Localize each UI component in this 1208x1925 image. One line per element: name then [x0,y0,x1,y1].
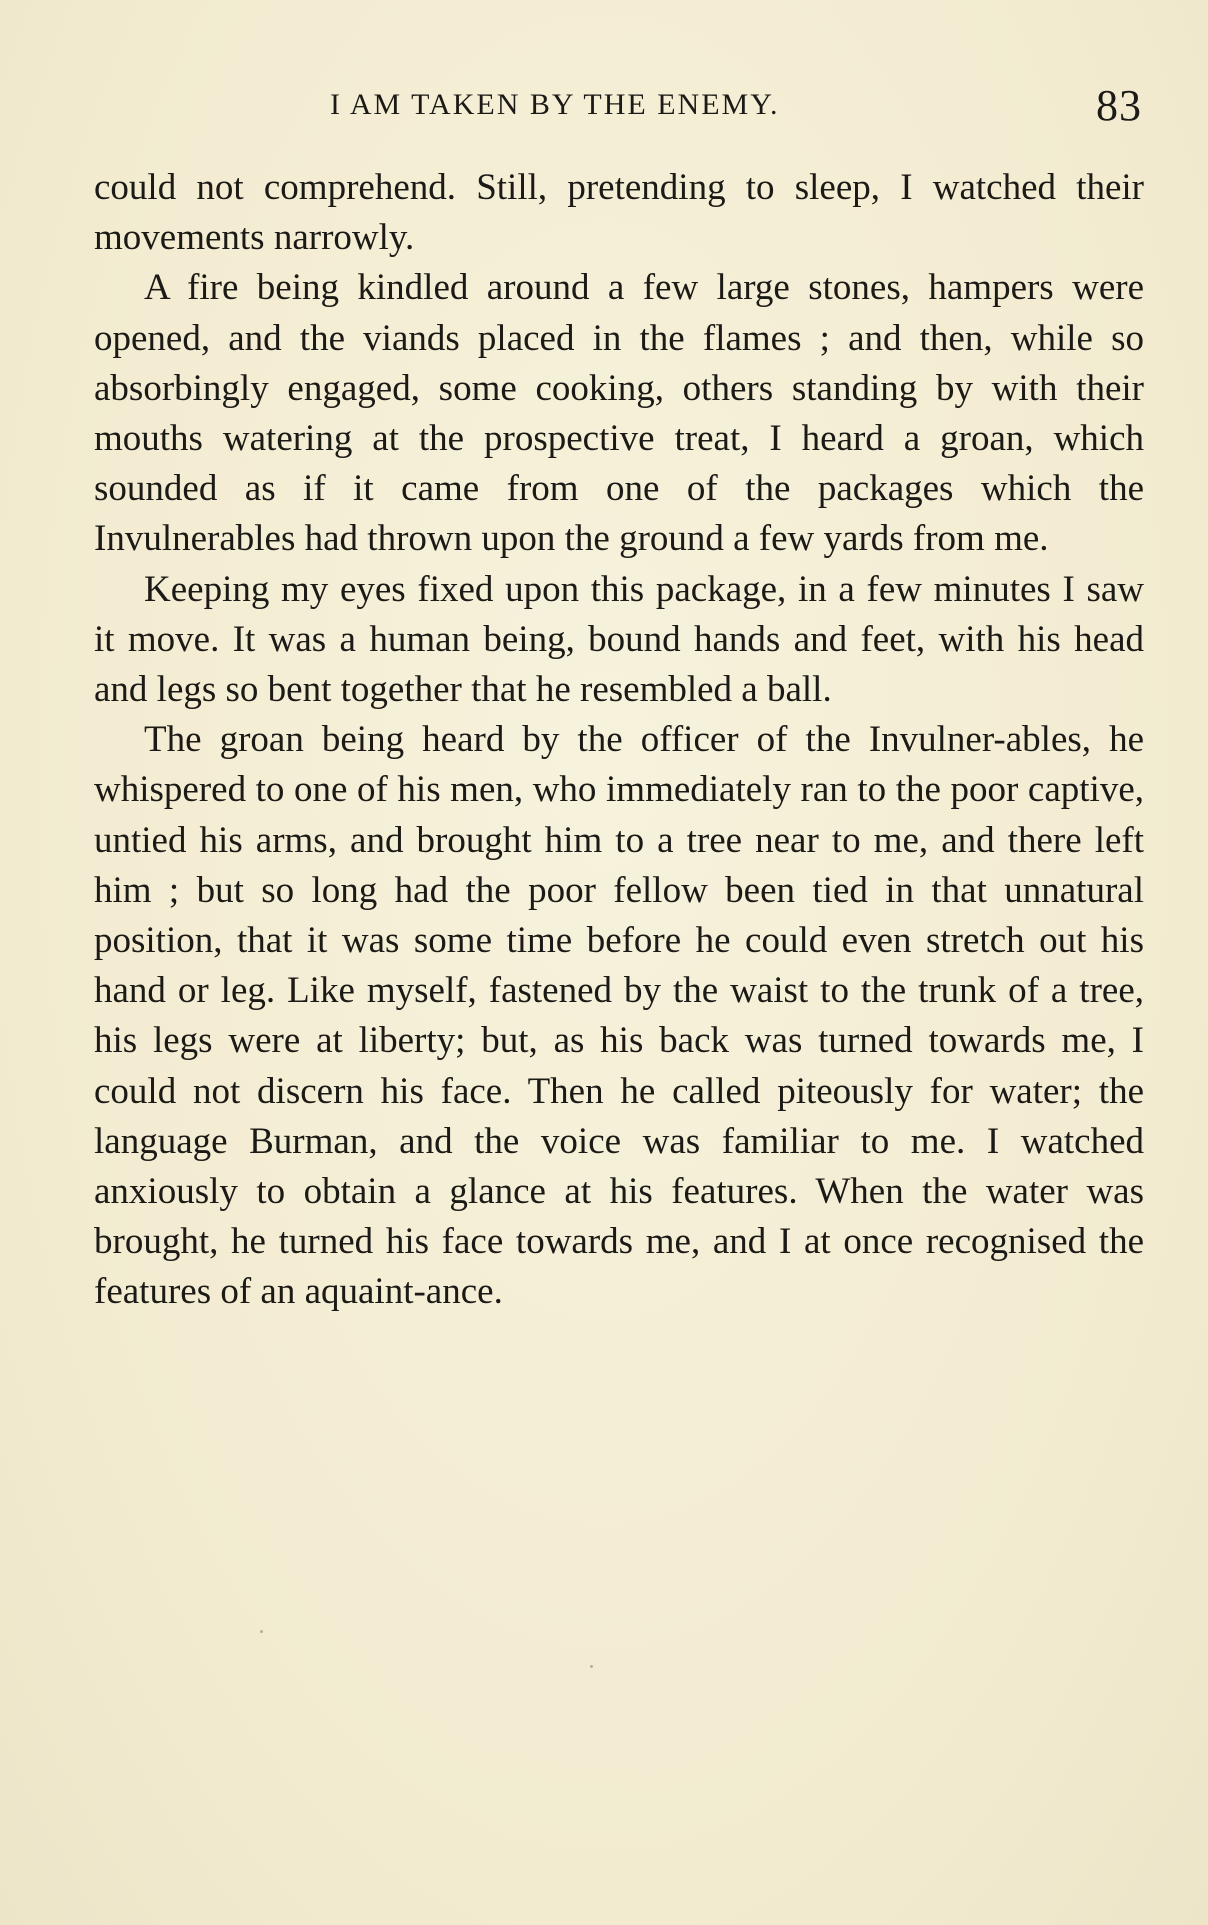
paper-speck [590,1665,593,1668]
body-text [94,163,1144,1318]
paragraph-3: Keeping my eyes fixed upon this package, in a few minutes I saw it move. It was a human being, bound hands and feet, with his head and legs so bent together that he resembled a ball. [94,568,1144,711]
running-head [0,82,1208,142]
paragraph-2: A fire being kindled around a few large stones, hampers were opened, and the viands placed in the flames ; and then, while so absorbingly engaged, some cooking, others standing by with their mouths watering at the prospective treat, I heard a groan, which sounded as if it came from one of the packages which the Invulnerables had thrown upon the ground a few yards from me. [94,267,1144,560]
running-title: I AM TAKEN BY THE ENEMY. [330,88,780,121]
page-number: 83 [1096,81,1142,130]
paper-speck [260,1630,263,1633]
paragraph-4: The groan being heard by the officer of the Invulner-ables, he whispered to one of his men, who immediately ran to the poor captive, untied his arms, and brought him to a tree near to me, and there left him ; but so long had the poor fellow been tied in that unnatural position, that it was some time before he could even stretch out his hand or leg. Like myself, fastened by the waist to the trunk of a tree, his legs were at liberty; but, as his back was turned towards me, I could not discern his face. Then he called piteously for water; the language Burman, and the voice was familiar to me. I watched anxiously to obtain a glance at his features. When the water was brought, he turned his face towards me, and I at once recognised the features of an aquaint-ance. [94,719,1144,1313]
paragraph-1: could not comprehend. Still, pretending to sleep, I watched their movements narrowly. [94,167,1144,259]
